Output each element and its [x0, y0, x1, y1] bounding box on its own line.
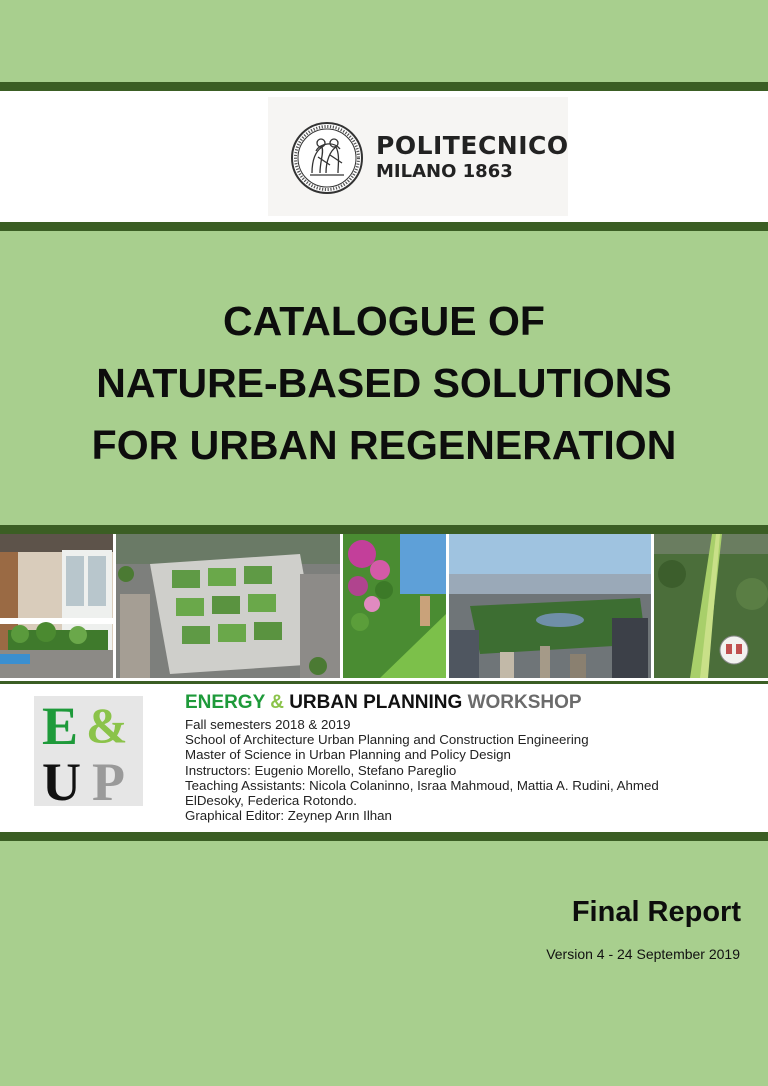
heading-amp: & — [270, 692, 284, 713]
title-line-2: NATURE-BASED SOLUTIONS — [96, 360, 672, 406]
politecnico-wordmark — [376, 131, 569, 183]
logo-name: POLITECNICO — [376, 131, 569, 160]
workshop-band — [0, 684, 768, 832]
logo-band — [0, 91, 768, 222]
central-park-aerial-photo — [449, 534, 651, 678]
version-date: Version 4 - 24 September 2019 — [546, 946, 740, 962]
eup-logo — [34, 696, 143, 806]
logo-bottom-bar — [0, 222, 768, 231]
heading-workshop: WORKSHOP — [467, 692, 582, 713]
workshop-line-semesters: Fall semesters 2018 & 2019 — [185, 717, 351, 732]
workshop-line-assistants-cont: ElDesoky, Federica Rotondo. — [185, 793, 357, 809]
linear-park-aerial-photo — [654, 534, 768, 678]
workshop-info — [185, 692, 755, 823]
workshop-line-editor: Graphical Editor: Zeynep Arın Ilhan — [185, 808, 392, 824]
title-line-3: FOR URBAN REGENERATION — [91, 422, 677, 468]
green-wall-photo — [343, 534, 446, 678]
heading-energy: ENERGY — [185, 692, 265, 713]
politecnico-seal-icon — [290, 121, 364, 195]
workshop-line-school: School of Architecture Urban Planning and Construction Engineering — [185, 732, 589, 748]
strip-top-bar — [0, 525, 768, 534]
eup-logo-u: U — [42, 752, 81, 806]
final-report-title: Final Report — [571, 896, 741, 928]
workshop-bottom-bar — [0, 832, 768, 841]
balcony-planters-photo — [0, 534, 113, 678]
eup-logo-p: P — [92, 752, 125, 806]
eup-logo-amp: & — [86, 697, 128, 753]
workshop-line-master: Master of Science in Urban Planning and Policy Design — [185, 747, 511, 763]
title-line-1: CATALOGUE OF — [223, 298, 545, 344]
green-roofs-aerial-photo — [116, 534, 340, 678]
eup-logo-e: E — [42, 696, 79, 756]
workshop-line-instructors: Instructors: Eugenio Morello, Stefano Pareglio — [185, 762, 457, 778]
top-bar — [0, 82, 768, 91]
heading-urban: URBAN PLANNING — [289, 692, 463, 713]
photo-strip — [0, 534, 768, 681]
politecnico-logo — [268, 97, 568, 216]
logo-city-year: MILANO 1863 — [376, 161, 513, 182]
workshop-heading — [185, 692, 755, 714]
workshop-line-assistants: Teaching Assistants: Nicola Colaninno, Israa Mahmoud, Mattia A. Rudini, Ahmed — [185, 777, 659, 793]
document-title — [0, 290, 768, 476]
